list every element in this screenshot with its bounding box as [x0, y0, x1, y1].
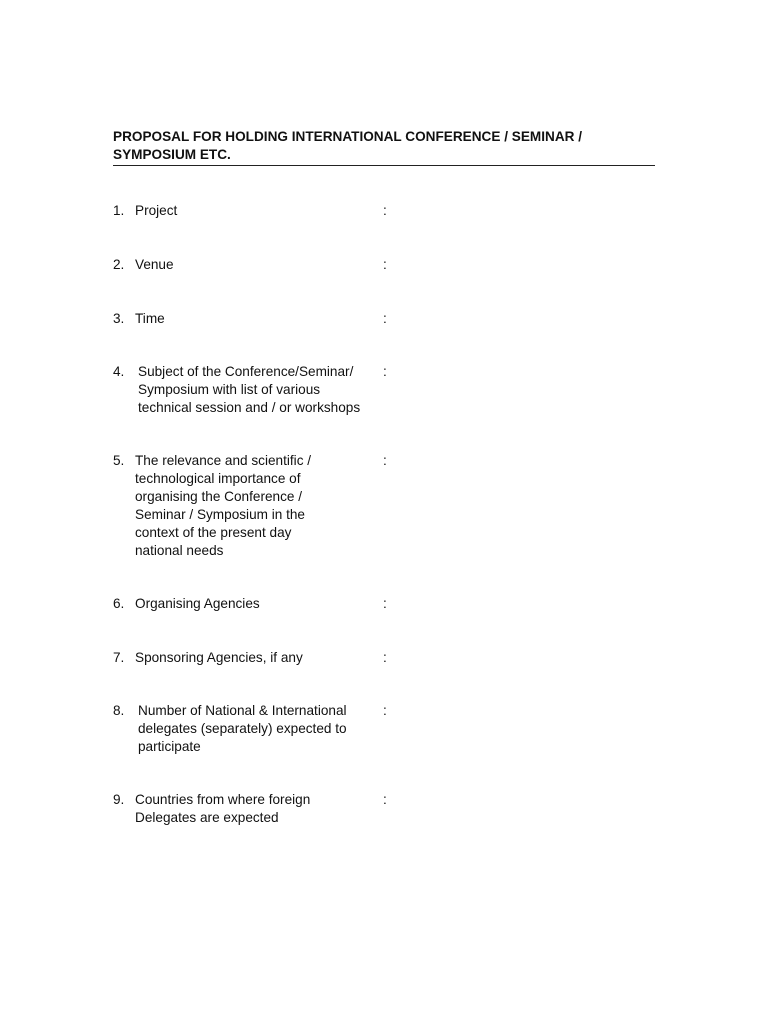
item-colon: :	[383, 650, 387, 665]
item-colon: :	[383, 203, 387, 218]
item-label: Countries from where foreign Delegates are expected	[135, 792, 311, 825]
item-label: Organising Agencies	[135, 596, 260, 611]
item-label: The relevance and scientific / technological importance of organising the Conference / Seminar / Symposium in the context of the present day national needs	[135, 453, 312, 558]
title-underline	[113, 165, 655, 166]
item-colon: :	[383, 453, 387, 468]
item-colon: :	[383, 703, 387, 718]
item-label: Number of National & International delegates (separately) expected to participate	[138, 703, 347, 754]
item-number: 7.	[113, 650, 125, 665]
item-label: Sponsoring Agencies, if any	[135, 650, 303, 665]
item-number: 8.	[113, 703, 125, 718]
item-colon: :	[383, 257, 387, 272]
item-number: 9.	[113, 792, 125, 807]
item-label: Subject of the Conference/Seminar/ Symposium with list of various technical session and / or workshops	[138, 364, 361, 415]
item-label: Project	[135, 203, 178, 218]
item-colon: :	[383, 364, 387, 379]
item-colon: :	[383, 311, 387, 326]
item-label: Venue	[135, 257, 174, 272]
item-number: 2.	[113, 257, 125, 272]
item-colon: :	[383, 792, 387, 807]
item-number: 5.	[113, 453, 125, 468]
item-number: 4.	[113, 364, 125, 379]
item-number: 6.	[113, 596, 125, 611]
item-colon: :	[383, 596, 387, 611]
document-title: PROPOSAL FOR HOLDING INTERNATIONAL CONFERENCE / SEMINAR / SYMPOSIUM ETC.	[113, 129, 583, 162]
item-number: 3.	[113, 311, 125, 326]
item-label: Time	[135, 311, 165, 326]
item-number: 1.	[113, 203, 125, 218]
